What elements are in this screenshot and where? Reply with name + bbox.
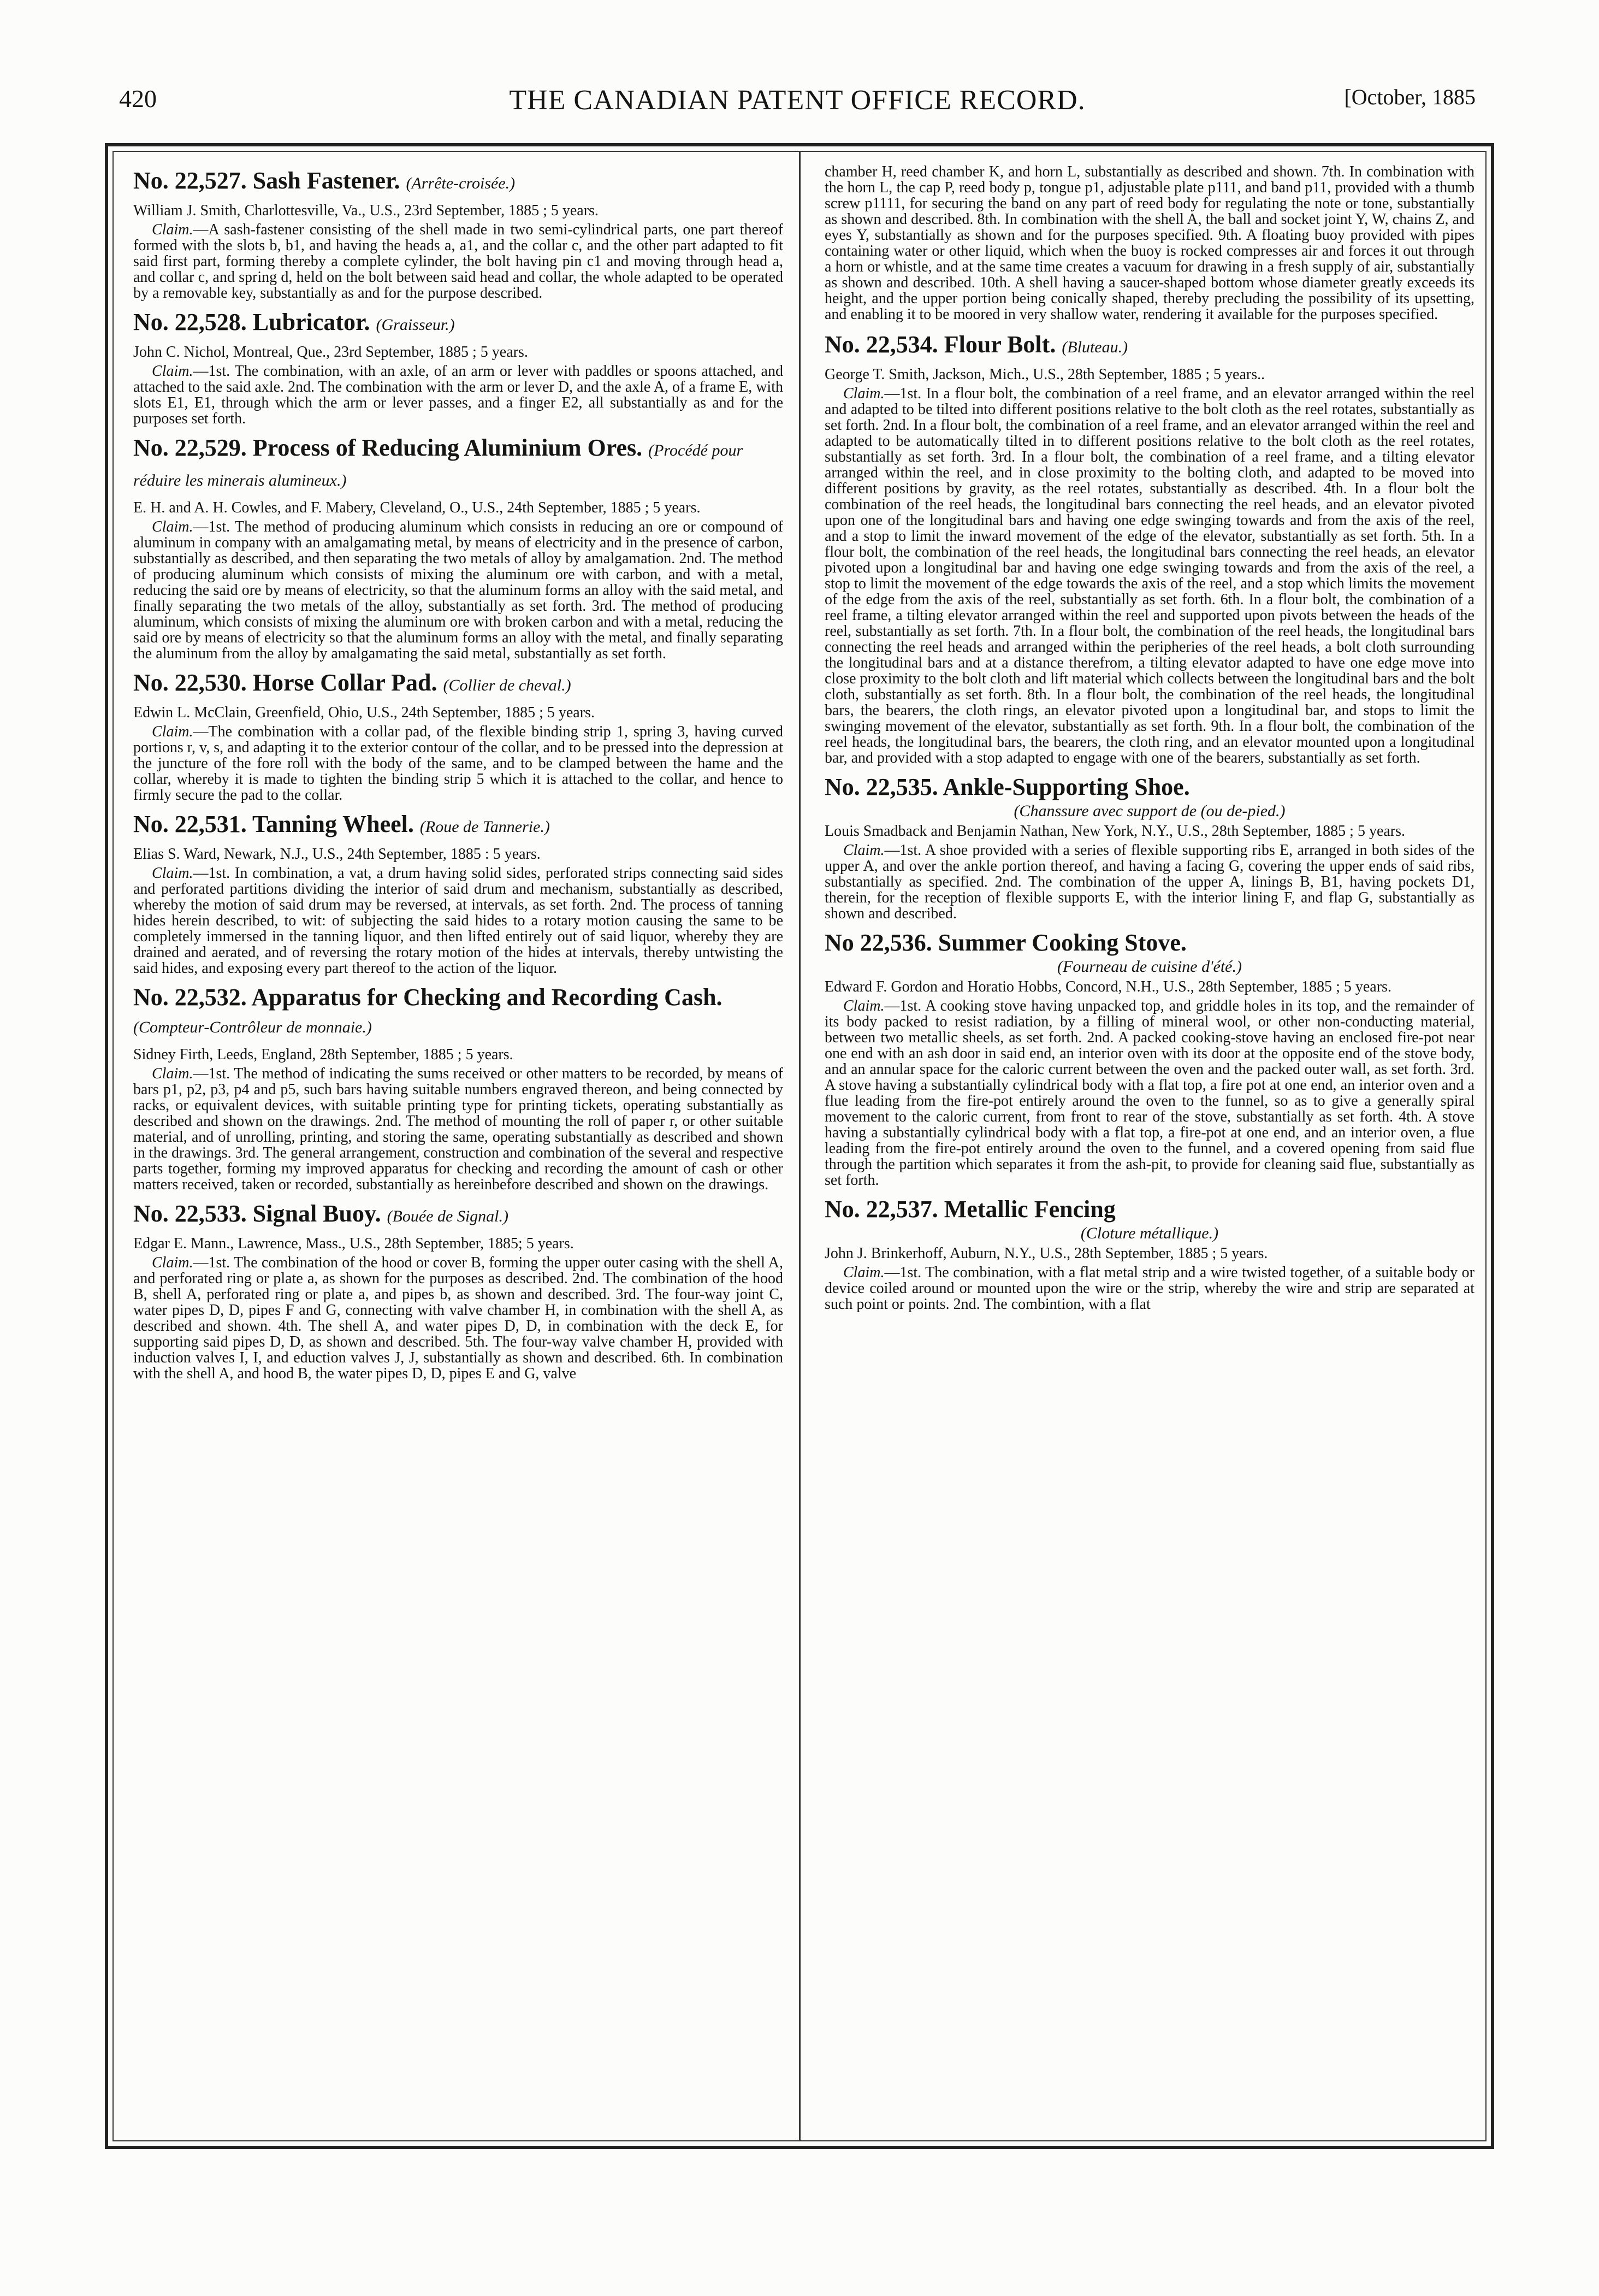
patent-title: Sash Fastener.: [252, 167, 400, 194]
patent-entry: [825, 774, 1474, 922]
patent-grantee: John C. Nichol, Montreal, Que., 23rd September, 1885 ; 5 years.: [133, 344, 528, 361]
patent-entry: [133, 811, 783, 976]
patent-french-title: (Arrête-croisée.): [406, 174, 516, 192]
patent-entry: [825, 1196, 1474, 1312]
patent-title: Lubricator.: [252, 309, 370, 335]
patent-heading: [133, 984, 783, 1041]
patent-claim: [133, 363, 783, 427]
patent-grantee: Edward F. Gordon and Horatio Hobbs, Concord, N.H., U.S., 28th September, 1885 ; 5 years.: [825, 978, 1391, 995]
patent-heading: [133, 1200, 783, 1230]
patent-title: Horse Collar Pad.: [252, 669, 437, 696]
patent-claim: [133, 519, 783, 662]
patent-claim: [825, 1265, 1474, 1312]
claim-label: Claim.: [152, 865, 193, 882]
patent-entry: [133, 434, 783, 662]
patent-grantee: Louis Smadback and Benjamin Nathan, New York, N.Y., U.S., 28th September, 1885 ; 5 years.: [825, 823, 1406, 840]
patent-french-title: (Chanssure avec support de (ou de-pied.): [1014, 802, 1286, 820]
patent-title: Process of Reducing Aluminium Ores.: [252, 434, 643, 461]
claim-text: —1st. The combination, with a flat metal strip and a wire twisted together, of a suitable body or device coiled around or mounted upon the wire or the strip, whereby the wire and strip are separated at such point or points. 2nd. The combintion, with a flat: [825, 1264, 1474, 1313]
claim-label: Claim.: [152, 518, 193, 535]
patent-number: No. 22,531.: [133, 811, 247, 837]
patent-entry: [133, 669, 783, 803]
patent-grantee: E. H. and A. H. Cowles, and F. Mabery, Cleveland, O., U.S., 24th September, 1885 ; 5 years.: [133, 499, 701, 516]
patent-grantee: William J. Smith, Charlottesville, Va., U.S., 23rd September, 1885 ; 5 years.: [133, 202, 599, 219]
patent-heading: [133, 309, 783, 339]
patent-entry: [133, 984, 783, 1193]
patent-grantee: Edgar E. Mann., Lawrence, Mass., U.S., 28th September, 1885; 5 years.: [133, 1235, 574, 1252]
patent-number: No. 22,533.: [133, 1200, 247, 1227]
patent-heading: [825, 774, 1474, 801]
claim-label: Claim.: [152, 221, 193, 238]
patent-grantee: John J. Brinkerhoff, Auburn, N.Y., U.S., 28th September, 1885 ; 5 years.: [825, 1245, 1268, 1262]
patent-title: Apparatus for Checking and Recording Cash.: [251, 984, 722, 1011]
patent-heading: [133, 167, 783, 197]
claim-text: —1st. In a flour bolt, the combination of a reel frame, and an elevator arranged within the reel and adapted to be tilted into different positions relative to the bolt cloth as the reel rotates, substantially as set forth. 2nd. In a flour bolt, the combination of a reel frame, and an elevator arranged within the reel and adapted to be automatically tilted in to different positions relative to the bolt cloth as the reel rotates, substantially as set forth. 3rd. In a flour bolt, the combination of a reel frame, and a tilting elevator arranged within the reel, and in close proximity to the bolting cloth, and adapted to be moved into different positions by gravity, as the reel rotates, substantially as described. 4th. In a flour bolt the combination of the reel heads, the longitudinal bars connecting the reel heads, and an elevator pivoted upon one of the longitudinal bars and having one edge swinging towards and from the axis of the reel, and a stop to limit the inward movement of the edge of the elevator, substantially as set forth. 5th. In a flour bolt, the combination of the reel heads, the longitudinal bars connecting the reel heads, an elevator pivoted upon a longitudinal bar and having one edge swinging towards and from the axis of the reel, a stop to limit the movement of the edge towards the axis of the reel, and a stop which limits the movement of the edge from the axis of the reel, substantially as set forth. 6th. In a flour bolt, the combination of a reel frame, a tilting elevator arranged within the reel and supported upon pivots between the heads of the reel, substantially as set forth. 7th. In a flour bolt, the combination of the reel heads, the longitudinal bars connecting the reel heads and arranged within the peripheries of the reel heads, a bolt cloth surrounding the longitudinal bars and at a distance therefrom, a tilting elevator adapted to have one edge move into close proximity to the bolt cloth and lift material which collects between the longitudinal bars and the bolt cloth, substantially as set forth. 8th. In a flour bolt, the combination of the reel heads, the longitudinal bars, the bearers, the cloth rings, an elevator pivoted upon a longitudinal bar, and stops to limit the swinging movement of the elevator, substantially as set forth. 9th. In a flour bolt, the combination of the reel heads, the longitudinal bars, the bearers, the cloth ring, and an elevator mounted upon a longitudinal bar, and provided with a stop adapted to engage with one of the bearers, substantially as set forth.: [825, 385, 1474, 766]
right-column: [825, 164, 1474, 2130]
patent-claim: [825, 842, 1474, 922]
claim-text: —1st. The combination, with an axle, of an arm or lever with paddles or spoons attached, and attached to the said axle. 2nd. The combination with the arm or lever D, and the axle A, of a frame E, with slots E1, E1, through which the arm or lever passes, and a finger E2, all substantially as and for the purposes set forth.: [133, 363, 783, 427]
patent-grantee: George T. Smith, Jackson, Mich., U.S., 28th September, 1885 ; 5 years..: [825, 366, 1265, 383]
patent-french-title: (Collier de cheval.): [443, 676, 571, 694]
patent-heading: [825, 929, 1474, 957]
patent-french-title: (Compteur-Contrôleur de monnaie.): [133, 1018, 372, 1036]
claim-label: Claim.: [152, 363, 193, 380]
patent-number: No. 22,527.: [133, 167, 247, 194]
patent-heading: [825, 1196, 1474, 1223]
patent-title: Summer Cooking Stove.: [938, 929, 1187, 956]
patent-number: No. 22,529.: [133, 434, 247, 461]
claim-label: Claim.: [843, 998, 885, 1014]
patent-claim: [133, 222, 783, 301]
column-rule: [799, 152, 801, 2140]
patent-number: No. 22,535.: [825, 774, 938, 800]
patent-entry: [133, 167, 783, 301]
claim-label: Claim.: [843, 842, 885, 859]
claim-text: —1st. The combination of the hood or cover B, forming the upper outer casing with the shell A, and perforated ring or plate a, as shown for the purposes as described. 2nd. The combination of the hood B, shell A, perforated ring or plate a, and pipes b, as shown and described. 3rd. The four-way joint C, water pipes D, D, pipes F and G, connecting with valve chamber H, in combination with the shell A, as described and shown. 4th. The shell A, and water pipes D, D, in combination with the deck E, for supporting said pipes D, D, as shown and described. 5th. The four-way valve chamber H, provided with induction valves I, I, and eduction valves J, J, substantially as shown and described. 6th. In combination with the shell A, and hood B, the water pipes D, D, pipes E and G, valve: [133, 1254, 783, 1382]
patent-heading: [133, 434, 783, 494]
claim-text: —A sash-fastener consisting of the shell made in two semi-cylindrical parts, one part thereof formed with the slots b, b1, and having the heads a, a1, and the collar c, and the other part adapted to fit said first part, forming thereby a complete cylinder, the bolt having pin c1 and moving through head a, and collar c, and spring d, held on the bolt between said head and collar, the whole adapted to be operated by a removable key, substantially as and for the purpose described.: [133, 221, 783, 302]
left-column: [133, 164, 783, 2130]
patent-number: No 22,536.: [825, 929, 932, 956]
patent-number: No. 22,537.: [825, 1196, 938, 1223]
patent-claim: [825, 998, 1474, 1188]
issue-date: [October, 1885: [1344, 85, 1476, 109]
patent-grantee: Edwin L. McClain, Greenfield, Ohio, U.S., 24th September, 1885 ; 5 years.: [133, 704, 595, 721]
patent-claim: [133, 865, 783, 976]
claim-label: Claim.: [152, 1254, 193, 1271]
patent-french-title: (Roue de Tannerie.): [419, 818, 550, 836]
claim-text: —1st. The method of indicating the sums received or other matters to be recorded, by means of bars p1, p2, p3, p4 and p5, such bars having suitable numbers engraved thereon, and being connected by racks, or equivalent devices, with suitable printing type for printing tickets, operating substantially as described and shown on the drawings. 2nd. The method of mounting the roll of paper r, or other suitable material, and of unrolling, printing, and storing the same, operating substantially as described and shown in the drawings. 3rd. The general arrangement, construction and combination of the several and respective parts together, forming my improved apparatus for checking and recording the amount of cash or other matters received, taken or recorded, substantially as hereinbefore described and shown on the drawings.: [133, 1065, 783, 1193]
patent-french-title: (Cloture métallique.): [1080, 1224, 1219, 1242]
patent-claim: [133, 1255, 783, 1382]
claim-label: Claim.: [152, 723, 193, 740]
patent-title: Signal Buoy.: [252, 1200, 381, 1227]
patent-grantee: Sidney Firth, Leeds, England, 28th September, 1885 ; 5 years.: [133, 1046, 513, 1063]
claim-label: Claim.: [843, 1264, 885, 1281]
patent-number: No. 22,534.: [825, 331, 938, 358]
page-number: 420: [119, 85, 157, 113]
patent-grantee: Elias S. Ward, Newark, N.J., U.S., 24th September, 1885 : 5 years.: [133, 846, 541, 863]
claim-text: —1st. A shoe provided with a series of flexible supporting ribs E, arranged in both sides of the upper A, and over the ankle portion thereof, and having a facing G, covering the upper ends of said ribs, substantially as specified. 2nd. The combination of the upper A, linings B, B1, having pockets D1, therein, for the reception of flexible supports E, with the interior lining F, and flap G, substantially as shown and described.: [825, 842, 1474, 922]
patent-title: Flour Bolt.: [944, 331, 1056, 358]
patent-entry: [825, 331, 1474, 766]
claim-text: —1st. A cooking stove having unpacked top, and griddle holes in its top, and the remainder of its body packed to resist radiation, by a filling of mineral wool, or other non-conducting material, between two metallic sheels, as set forth. 2nd. A packed cooking-stove having an enclosed fire-pot near one end with an ash door in said end, an interior oven with its door at the opposite end of the stove body, and an annular space for the caloric current between the oven and the packed outer wall, as set forth. 3rd. A stove having a substantially cylindrical body with a flat top, a fire pot at one end, an interior oven and a flue leading from the fire-pot entirely around the oven to the funnel, so as to give a generally spiral movement to the caloric current, from front to rear of the stove, substantially as set forth. 4th. A stove having a substantially cylindrical body with a flat top, a fire-pot at one end, and an interior oven, a flue leading from the fire-pot entirely around the oven to the funnel, and a covered opening from said flue through the partition which separates it from the ash-pit, to provide for cleaning said flue, substantially as set forth.: [825, 998, 1474, 1189]
patent-heading: [133, 811, 783, 841]
patent-french-title: (Procédé pour réduire les minerais alumineux.): [133, 441, 743, 489]
patent-title: Ankle-Supporting Shoe.: [943, 774, 1190, 800]
claim-label: Claim.: [843, 385, 885, 402]
claim-label: Claim.: [152, 1065, 193, 1082]
patent-french-title: (Bouée de Signal.): [387, 1207, 508, 1225]
patent-french-title: (Graisseur.): [376, 316, 455, 334]
patent-entry: [133, 309, 783, 427]
patent-heading: [133, 669, 783, 699]
claim-text: —The combination with a collar pad, of the flexible binding strip 1, spring 3, having curved portions r, v, s, and adapting it to the exterior contour of the collar, and to be pressed into the depression at the juncture of the fore roll with the body of the same, and to be clamped between the hame and the collar, whereby it is made to tighten the binding strip 5 which it is attached to the collar, and hence to firmly secure the pad to the collar.: [133, 723, 783, 804]
patent-claim: [133, 1066, 783, 1193]
claim-continuation: chamber H, reed chamber K, and horn L, substantially as described and shown. 7th. In combination with the horn L, the cap P, reed body p, tongue p1, adjustable plate p111, and band p11, provided with a thumb screw p1111, for securing the band on any part of reed body for regulating the note or tone, substantially as shown and described. 8th. In combination with the shell A, the ball and socket joint Y, W, chains Z, and eyes Y, substantially as shown and for the purposes specified. 9th. A floating buoy provided with pipes containing water or other liquid, which when the buoy is rocked compresses air and forces it out through a horn or whistle, and at the same time creates a vacuum for drawing in a fresh supply of air, substantially as shown and described. 10th. A shell having a saucer-shaped bottom whose diameter greatly exceeds its height, and the upper portion being conically shaped, thereby precluding the possibility of its upsetting, and enabling it to be moored in very shallow water, rendering it available for the purposes specified.: [825, 164, 1474, 323]
patent-claim: [825, 386, 1474, 766]
claim-text: —1st. The method of producing aluminum which consists in reducing an ore or compound of aluminum in company with an amalgamating metal, by means of electricity and in the presence of carbon, substantially as described, and then separating the two metals of alloy by amalgamation. 2nd. The method of producing aluminum which consists of mixing the aluminum ore with carbon, and with a metal, reducing the said ore by means of electricity, so that the aluminum forms an alloy with the said metal, and finally separating the two metals of the alloy, substantially as set forth. 3rd. The method of producing aluminum, which consists of mixing the aluminum ore with broken carbon and with a metal, reducing the said ore by means of electricity so that the aluminum forms an alloy with the metal, and finally separating the aluminum from the alloy by amalgamating the said metal, substantially as set forth.: [133, 518, 783, 662]
patent-claim: [133, 724, 783, 803]
claim-text: —1st. In combination, a vat, a drum having solid sides, perforated strips connecting said sides and perforated partitions dividing the interior of said drum and mechanism, substantially as described, whereby the motion of said drum may be reversed, at intervals, as set forth. 2nd. The process of tanning hides herein described, to wit: of subjecting the said hides to a rotary motion causing the same to be completely immersed in the tanning liquor, and then lifted entirely out of said liquor, whereby they are drained and aerated, and of reversing the rotary motion of the hides at intervals, thereby untwisting the said hides, and exposing every part thereof to the action of the liquor.: [133, 865, 783, 977]
patent-number: No. 22,528.: [133, 309, 247, 335]
patent-french-title: (Fourneau de cuisine d'été.): [1057, 958, 1242, 976]
patent-french-title: (Bluteau.): [1062, 338, 1128, 356]
patent-heading: [825, 331, 1474, 361]
journal-title: THE CANADIAN PATENT OFFICE RECORD.: [509, 85, 1086, 116]
patent-title: Tanning Wheel.: [252, 811, 414, 837]
patent-entry: [825, 929, 1474, 1188]
patent-title: Metallic Fencing: [944, 1196, 1116, 1223]
patent-number: No. 22,530.: [133, 669, 247, 696]
running-head: [119, 84, 1476, 122]
patent-entry: [133, 1200, 783, 1382]
patent-number: No. 22,532.: [133, 984, 247, 1011]
